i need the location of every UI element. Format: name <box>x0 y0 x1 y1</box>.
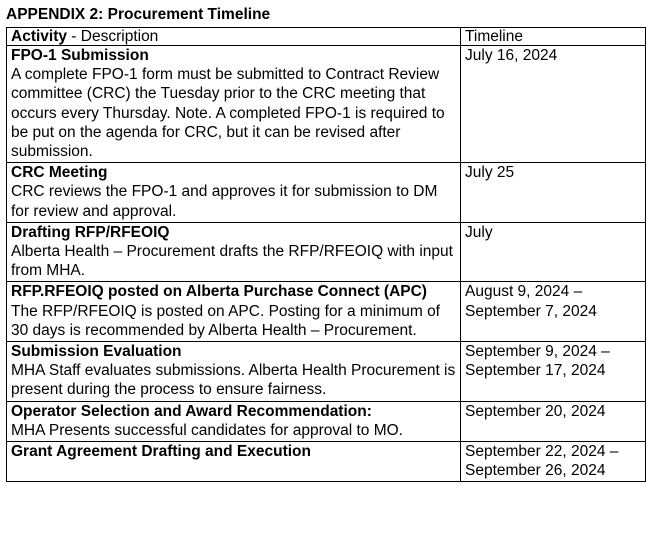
timeline-cell: July <box>461 222 646 282</box>
activity-description: Alberta Health – Procurement drafts the RFP/RFEOIQ with input from MHA. <box>11 243 453 280</box>
appendix-title: APPENDIX 2: Procurement Timeline <box>6 6 271 23</box>
activity-cell <box>7 401 461 441</box>
activity-title: Grant Agreement Drafting and Execution <box>11 443 311 461</box>
timeline-cell: September 20, 2024 <box>461 401 646 441</box>
activity-cell <box>7 282 461 342</box>
activity-cell <box>7 442 461 482</box>
activity-cell <box>7 46 461 163</box>
table-row <box>7 222 646 282</box>
procurement-timeline-table <box>6 27 646 482</box>
activity-cell <box>7 163 461 223</box>
activity-description: The RFP/RFEOIQ is posted on APC. Posting for a minimum of 30 days is recommended by Alberta Health – Procurement. <box>11 302 440 339</box>
table-row <box>7 282 646 342</box>
table-row <box>7 163 646 223</box>
activity-title: Submission Evaluation <box>11 343 182 361</box>
activity-column-header <box>7 28 461 46</box>
activity-title: RFP.RFEOIQ posted on Alberta Purchase Connect (APC) <box>11 283 427 301</box>
activity-title: Operator Selection and Award Recommendation: <box>11 402 372 420</box>
activity-cell <box>7 342 461 402</box>
description-header-label: - Description <box>67 28 159 45</box>
table-row <box>7 46 646 163</box>
timeline-cell: September 22, 2024 – September 26, 2024 <box>461 442 646 482</box>
timeline-cell: September 9, 2024 – September 17, 2024 <box>461 342 646 402</box>
activity-description: A complete FPO-1 form must be submitted to Contract Review committee (CRC) the Tuesday prior to the CRC meeting that occurs every Thursday. Note. A completed FPO-1 is required to be put on the agenda for CRC, but it can be revised after submission. <box>11 66 445 161</box>
activity-title: Drafting RFP/RFEOIQ <box>11 223 170 241</box>
activity-description: CRC reviews the FPO-1 and approves it for submission to DM for review and approval. <box>11 183 438 220</box>
table-header-row <box>7 28 646 46</box>
timeline-cell: August 9, 2024 – September 7, 2024 <box>461 282 646 342</box>
timeline-column-header: Timeline <box>461 28 646 46</box>
table-row <box>7 442 646 482</box>
activity-title: CRC Meeting <box>11 164 108 182</box>
timeline-cell: July 16, 2024 <box>461 46 646 163</box>
activity-description: MHA Staff evaluates submissions. Alberta Health Procurement is present during the process to ensure fairness. <box>11 362 456 399</box>
activity-header-label: Activity <box>11 28 67 45</box>
activity-title: FPO-1 Submission <box>11 47 149 64</box>
activity-description: MHA Presents successful candidates for approval to MO. <box>11 421 403 439</box>
table-row <box>7 401 646 441</box>
activity-cell <box>7 222 461 282</box>
timeline-cell: July 25 <box>461 163 646 223</box>
table-row <box>7 342 646 402</box>
